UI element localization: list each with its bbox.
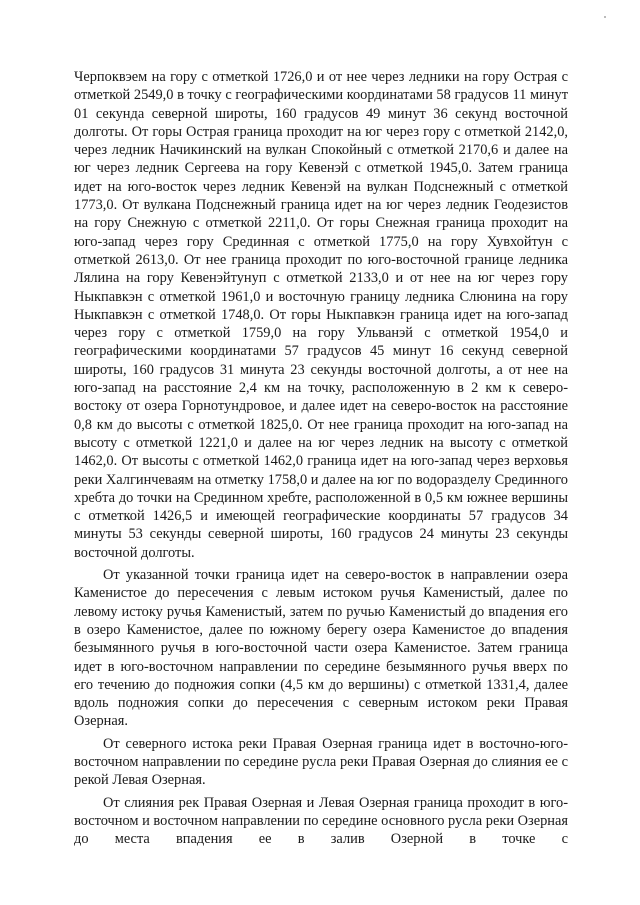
document-page xyxy=(74,68,568,848)
paragraph-2: От указанной точки граница идет на северо-восток в направлении озера Каменистое до пересечения с левым истоком ручья Каменистый, далее по левому истоку ручья Каменистый, затем по ручью Каменистый до впадения его в озеро Каменистое, далее по южному берегу озера Каменистое до впадения безымянного ручья в юго-восточной части озера Каменистое. Затем граница идет в юго-восточном направлении по середине безымянного ручья вверх по его течению до подножия сопки (4,5 км до вершины) с отметкой 1331,4, далее вдоль подножия сопки до пересечения с северным истоком реки Правая Озерная. xyxy=(74,567,568,730)
scan-speck xyxy=(604,16,606,18)
paragraph-4: От слияния рек Правая Озерная и Левая Озерная граница проходит в юго-восточном и восточном направлении по середине основного русла реки Озерная до места впадения ее в залив Озерной в точке с xyxy=(74,794,569,848)
paragraph-1: Черпоквэем на гору с отметкой 1726,0 и от нее через ледники на гору Острая с отметкой 2549,0 в точку с географическими координатами 58 градусов 11 минут 01 секунда северной широты, 160 градусов 49 минут 36 секунд восточной долготы. От горы Острая граница проходит на юг через гору с отметкой 2142,0, через ледник Начикинский на вулкан Спокойный с отметкой 2170,6 и далее на юг через ледник Сергеева на гору Кевенэй с отметкой 1945,0. Затем граница идет на юго-восток через ледник Кевенэй на вулкан Подснежный с отметкой 1773,0. От вулкана Подснежный граница идет на юг через ледник Геодезистов на гору Снежную с отметкой 2211,0. От горы Снежная граница проходит на юго-запад через гору Срединная с отметкой 1775,0 на гору Хувхойтун с отметкой 2613,0. От нее граница проходит по юго-восточной границе ледника Лялина на гору Кевенэйтунуп с отметкой 2133,0 и от нее на юг через гору Ныкпавкэн с отметкой 1961,0 и восточную границу ледника Слюнина на гору Ныкпавкэн с отметкой 1748,0. От горы Ныкпавкэн граница идет на юго-запад через гору с отметкой 1759,0 на гору Ульванэй с отметкой 1954,0 и географическими координатами 57 градусов 45 минут 16 секунд северной широты, 160 градусов 31 минута 23 секунды восточной долготы, а от нее на юго-запад на расстояние 2,4 км на точку, расположенную в 2 км к северо-востоку от озера Горнотундровое, и далее идет на северо-восток на расстояние 0,8 км до высоты с отметкой 1825,0. От нее граница проходит на юго-запад на высоту с отметкой 1221,0 и далее на юг через ледник на высоту с отметкой 1462,0. От высоты с отметкой 1462,0 граница идет на юго-запад через верховья реки Халгинчеваям на отметку 1758,0 и далее на юг по водоразделу Срединного хребта до точки на Срединном хребте, расположенной в 0,5 км южнее вершины с отметкой 1426,5 и имеющей географические координаты 57 градусов 34 минуты 53 секунды северной широты, 160 градусов 24 минуты 23 секунды восточной долготы. xyxy=(74,69,568,561)
paragraph-3: От северного истока реки Правая Озерная граница идет в восточно-юго-восточном направлении по середине русла реки Правая Озерная до слияния ее с рекой Левая Озерная. xyxy=(74,735,568,789)
